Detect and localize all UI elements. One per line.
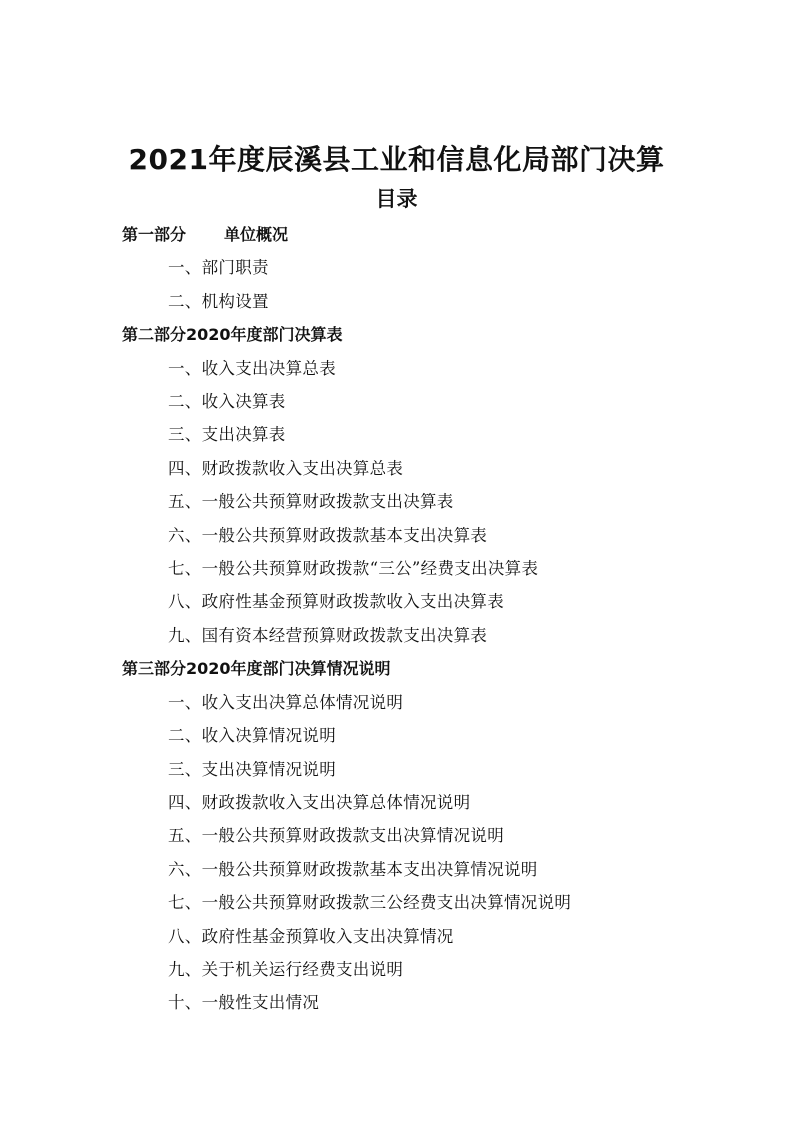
document-title: 2021年度辰溪县工业和信息化局部门决算 [128, 143, 665, 176]
toc-item: 五、一般公共预算财政拨款支出决算情况说明 [168, 826, 504, 846]
toc-item: 三、支出决算表 [168, 425, 286, 445]
toc-item: 七、一般公共预算财政拨款“三公”经费支出决算表 [168, 559, 539, 579]
toc-item: 八、政府性基金预算财政拨款收入支出决算表 [168, 592, 504, 612]
toc-item: 八、政府性基金预算收入支出决算情况 [168, 926, 454, 946]
toc-item: 十、一般性支出情况 [168, 993, 320, 1013]
toc-item: 一、收入支出决算总体情况说明 [168, 692, 404, 712]
table-of-contents [0, 218, 793, 1020]
toc-item: 一、收入支出决算总表 [168, 358, 336, 378]
toc-item: 七、一般公共预算财政拨款三公经费支出决算情况说明 [168, 893, 572, 913]
toc-heading: 目录 [375, 187, 418, 211]
toc-item: 二、机构设置 [168, 291, 269, 311]
toc-part-1-title: 单位概况 [224, 225, 289, 244]
toc-item: 六、一般公共预算财政拨款基本支出决算情况说明 [168, 859, 538, 879]
toc-item: 九、关于机关运行经费支出说明 [168, 959, 404, 979]
toc-item: 四、财政拨款收入支出决算总表 [168, 458, 404, 478]
toc-item: 九、国有资本经营预算财政拨款支出决算表 [168, 625, 488, 645]
toc-part-1-label: 第一部分 [122, 225, 187, 244]
toc-part-3-heading: 第三部分2020年度部门决算情况说明 [122, 659, 391, 679]
toc-item: 二、收入决算情况说明 [168, 726, 336, 746]
toc-item: 六、一般公共预算财政拨款基本支出决算表 [168, 525, 488, 545]
toc-item: 五、一般公共预算财政拨款支出决算表 [168, 492, 454, 512]
toc-item: 四、财政拨款收入支出决算总体情况说明 [168, 792, 471, 812]
toc-item: 二、收入决算表 [168, 392, 286, 412]
toc-part-1-heading [0, 218, 793, 251]
toc-item: 一、部门职责 [168, 258, 269, 278]
toc-item: 三、支出决算情况说明 [168, 759, 336, 779]
toc-part-2-heading: 第二部分2020年度部门决算表 [122, 325, 343, 345]
